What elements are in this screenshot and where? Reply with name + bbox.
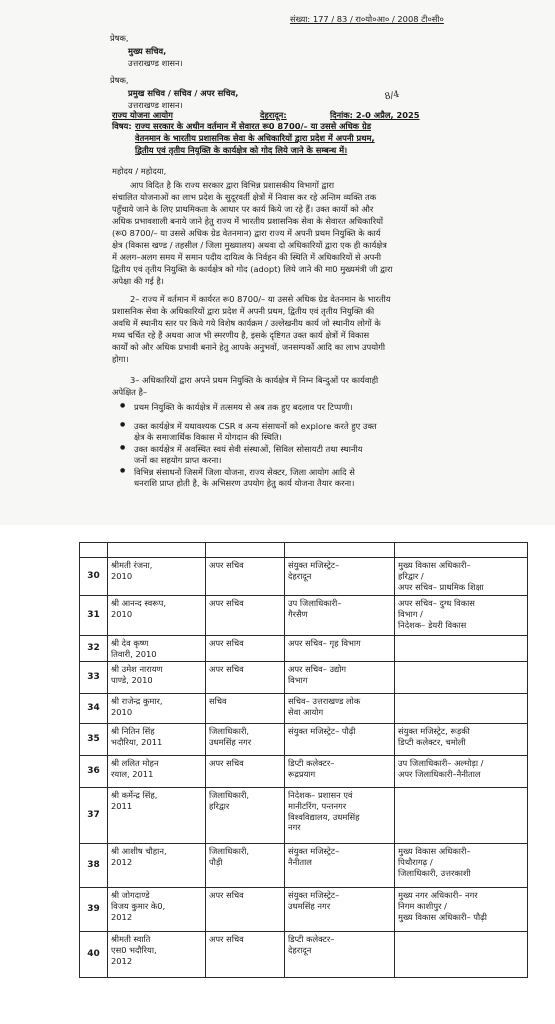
cell-line: अपर सचिव– प्राथमिक शिक्षा (398, 581, 484, 592)
table-cell (395, 543, 528, 558)
table-cell-rank (206, 636, 285, 662)
cell-line: देहरादून (288, 944, 312, 955)
table-row (80, 694, 528, 724)
cell-line: देहरादून (288, 570, 312, 581)
cell-line: श्रीमती रंजना, (111, 560, 153, 570)
table-cell-name (108, 844, 206, 888)
paragraph-line: 2– राज्य में वर्तमान में कार्यरत रू0 8700/– या उससे अधिक ग्रेड वेतनमान के भारतीय (130, 294, 391, 304)
bullet-text: क्षेत्र के समाजार्थिक विकास में योगदान की स्थिति। (134, 432, 282, 442)
table-cell-name (108, 788, 206, 844)
subject-line-2: वेतनमान के भारतीय प्रशासनिक सेवा के अधिकारियों द्वारा प्रदेश में अपनी प्रथम, (135, 133, 375, 143)
cell-line: नैनीताल (288, 856, 312, 867)
bullet-dot-icon: ● (120, 444, 126, 451)
cell-line: उधमसिंह नगर (209, 736, 252, 747)
letter-date: दिनांक: 2-0 अप्रैल, 2025 (330, 110, 420, 120)
cell-line: निदेशक– प्रशासन एवं (288, 790, 353, 800)
cell-line: अपर सचिव (209, 560, 244, 570)
table-row (80, 788, 528, 844)
table-cell-name (108, 724, 206, 756)
bullet-text: उक्त कार्यक्षेत्र में अवस्थित स्वयं सेवी संस्थाओं, सिविल सोसायटी तथा स्थानीय (134, 444, 363, 454)
table-cell-post1 (285, 662, 395, 694)
cell-line: उप जिलाधिकारी– अल्मोड़ा / (398, 758, 484, 768)
table-cell-post1 (285, 636, 395, 662)
table-cell-post1 (285, 694, 395, 724)
cell-line: श्री आनन्द स्वरूप, (111, 598, 166, 608)
cell-line: विभाग (288, 674, 308, 685)
table-cell (206, 543, 285, 558)
cell-line: विजय कुमार के0, (111, 900, 166, 911)
table-cell-post2 (395, 888, 528, 932)
cell-line: अपर सचिव (209, 758, 244, 768)
cell-line: अपर सचिव– गृह विभाग (288, 638, 361, 648)
table-cell-rank (206, 596, 285, 636)
table-cell (108, 543, 206, 558)
table-cell-post1 (285, 844, 395, 888)
salutation: महोदय / महोदया, (112, 166, 167, 176)
cell-line: जिलाधिकारी, (209, 846, 250, 856)
table-cell-post2 (395, 844, 528, 888)
cell-line: संयुक्त मजिस्ट्रेट– पौढ़ी (288, 726, 356, 736)
table-row (80, 932, 528, 978)
table-cell-post1 (285, 724, 395, 756)
paragraph-line: द्वितीय एवं तृतीय नियुक्ति के कार्यक्षेत्र को गोद (adopt) लिये जाने की मा0 मुख्यमंत्री जी द्वारा (112, 264, 393, 274)
table-cell-post2 (395, 636, 528, 662)
cell-line: मुख्य विकास अधिकारी– पौढ़ी (398, 911, 487, 922)
cell-line: अपर सचिव (209, 664, 244, 674)
cell-line: अपर सचिव– उद्योग (288, 664, 347, 674)
table-cell-post1 (285, 932, 395, 978)
table-cell-post2 (395, 662, 528, 694)
table-top-row (80, 543, 528, 558)
table-row (80, 636, 528, 662)
table-cell-no: 31 (80, 596, 108, 636)
table-cell-rank (206, 694, 285, 724)
sender-label: प्रेषक, (110, 33, 129, 43)
cell-line: श्रीमती स्वाति (111, 934, 151, 944)
paragraph-line: संचालित योजनाओं का लाभ प्रदेश के सुदूरवर्ती क्षेत्रों में निवास कर रहे अन्तिम व्यक्ति तक (112, 192, 377, 202)
paragraph-line: में अलग–अलग समय में समान पदीय दायित्व के निर्वहन की स्थिति में अधिकारियों से अपनी (112, 252, 382, 262)
bullet-dot-icon: ● (120, 467, 126, 474)
table-cell-post2 (395, 932, 528, 978)
cell-line: श्री नितिन सिंह (111, 726, 155, 736)
table-cell-no: 35 (80, 724, 108, 756)
cell-line: हरिद्वार / (398, 570, 424, 581)
table-cell-no: 38 (80, 844, 108, 888)
cell-line: हरिद्वार (209, 800, 230, 811)
paragraph-line: होगा। (112, 354, 129, 364)
table-cell-rank (206, 558, 285, 596)
table-row (80, 844, 528, 888)
sender-office: उत्तराखण्ड शासन। (128, 58, 183, 68)
cell-line: उधमसिंह नगर (288, 900, 331, 911)
table-cell-post1 (285, 558, 395, 596)
table-cell-rank (206, 888, 285, 932)
table-row (80, 596, 528, 636)
subject-label: विषय: (112, 121, 132, 131)
bullet-dot-icon: ● (120, 421, 126, 428)
table-cell-name (108, 756, 206, 788)
bullet-text: उक्त कार्यक्षेत्र में यथावश्यक CSR व अन्य संसाधनों को explore करते हुए उक्त (134, 421, 377, 431)
paragraph-line: अवधि में स्थानीय स्तर पर किये गये विशेष कार्यक्रम / उल्लेखनीय कार्य जो स्थानीय लोगों के (112, 318, 381, 328)
cell-line: श्री आशीष चौहान, (111, 846, 167, 856)
paragraph-line: प्रशासनिक सेवा के अधिकारियों द्वारा प्रदेश में अपनी प्रथम, द्वितीय एवं तृतीय नियुक्ति की (112, 306, 375, 316)
cell-line: डिप्टी कलेक्टर– (288, 758, 335, 768)
officer-table-page (0, 528, 555, 1024)
cell-line: श्री देव कृष्ण (111, 638, 149, 648)
cell-line: पौड़ी (209, 856, 223, 867)
paragraph-line: अपेक्षा की गई है। (112, 276, 164, 286)
cell-line: 2010 (111, 608, 133, 619)
table-cell-no: 40 (80, 932, 108, 978)
table-cell-post1 (285, 888, 395, 932)
table-cell (80, 543, 108, 558)
cell-line: अपर सचिव (209, 638, 244, 648)
table-cell (285, 543, 395, 558)
table-cell-post2 (395, 694, 528, 724)
table-row (80, 558, 528, 596)
recipient-label: प्रेषक, (110, 75, 129, 85)
table-cell-rank (206, 724, 285, 756)
cell-line: अपर जिलाधिकारी–नैनीताल (398, 768, 481, 779)
cell-line: सचिव– उत्तराखण्ड लोक (288, 696, 361, 706)
cell-line: एस0 भदौरिया, (111, 944, 157, 955)
bullet-text: विभिन्न संसाधनों जिसमें जिला योजना, राज्य सेक्टर, जिला आयोग आदि से (134, 467, 355, 477)
table-cell-no: 30 (80, 558, 108, 596)
cell-line: संयुक्त मजिस्ट्रेट– (288, 846, 340, 856)
cell-line: संयुक्त मजिस्ट्रेट, रूड़की (398, 726, 470, 736)
paragraph-line: (रू0 8700/– या उससे अधिक ग्रेड वेतनमान) द्वारा राज्य में अपनी प्रथम नियुक्ति के कार्य (112, 228, 381, 238)
cell-line: विभाग / (398, 608, 423, 619)
table-cell-name (108, 694, 206, 724)
cell-line: रयाल, 2011 (111, 768, 154, 779)
cell-line: अपर सचिव (209, 934, 244, 944)
cell-line: उप जिलाधिकारी– (288, 598, 342, 608)
department-name: राज्य योजना आयोग (112, 110, 173, 120)
table-cell-post1 (285, 788, 395, 844)
table-cell-rank (206, 844, 285, 888)
cell-line: मानीटरिंग, पन्तनगर (288, 800, 347, 811)
cell-line: श्री कर्मेन्द्र सिंह, (111, 790, 158, 800)
paragraph-line: अपेक्षित है– (112, 387, 148, 397)
paragraph-line: मध्य चर्चित रहे हैं अथवा आज भी स्मरणीय है, इसके दृष्टिगत उक्त कार्य क्षेत्रों में विकास (112, 330, 370, 340)
officer-table (79, 542, 528, 978)
table-cell-name (108, 662, 206, 694)
table-cell-post2 (395, 756, 528, 788)
table-cell-name (108, 932, 206, 978)
cell-line: 2012 (111, 955, 133, 966)
cell-line: श्री ललित मोहन (111, 758, 159, 768)
cell-line: संयुक्त मजिस्ट्रेट– (288, 560, 340, 570)
cell-line: भदौरिया, 2011 (111, 736, 163, 747)
cell-line: सेवा आयोग (288, 706, 324, 717)
table-cell-rank (206, 662, 285, 694)
cell-line: सचिव (209, 696, 227, 706)
cell-line: संयुक्त मजिस्ट्रेट– (288, 890, 340, 900)
cell-line: अपर सचिव (209, 598, 244, 608)
table-cell-name (108, 596, 206, 636)
table-row (80, 662, 528, 694)
bullet-text: प्रथम नियुक्ति के कार्यक्षेत्र में तत्समय से अब तक हुए बदलाव पर टिप्पणी। (134, 402, 353, 412)
bullet-text: जनों का सहयोग प्राप्त करना। (134, 455, 222, 465)
cell-line: अपर सचिव (209, 890, 244, 900)
cell-line: निगम काशीपुर / (398, 900, 447, 911)
recipient-office: उत्तराखण्ड शासन। (128, 100, 183, 110)
table-cell-rank (206, 932, 285, 978)
cell-line: मुख्य विकास अधिकारी– (398, 846, 471, 856)
table-cell-no: 34 (80, 694, 108, 724)
cell-line: तिवारी, 2010 (111, 648, 157, 659)
cell-line: श्री राजेन्द्र कुमार, (111, 696, 163, 706)
table-cell-no: 36 (80, 756, 108, 788)
cell-line: 2012 (111, 856, 133, 867)
place: देहरादून: (260, 110, 287, 120)
recipient-name: प्रमुख सचिव / सचिव / अपर सचिव, (128, 88, 239, 98)
cell-line: 2011 (111, 800, 133, 811)
cell-line: पाण्डे, 2010 (111, 674, 153, 685)
subject-line-1: राज्य सरकार के अधीन वर्तमान में सेवारत रू0 8700/– या उससे अधिक ग्रेड (135, 121, 372, 131)
table-cell-no: 32 (80, 636, 108, 662)
handwritten-mark: 8/4 (383, 89, 401, 103)
table-cell-no: 33 (80, 662, 108, 694)
cell-line: जिलाधिकारी, (209, 726, 250, 736)
paragraph-line: 3– अधिकारियों द्वारा अपने प्रथम नियुक्ति के कार्यक्षेत्र में निम्न बिन्दुओं पर कार्यवाही (130, 375, 379, 385)
cell-line: 2010 (111, 706, 133, 717)
cell-line: नगर (288, 822, 301, 833)
table-cell-post1 (285, 596, 395, 636)
cell-line: मुख्य विकास अधिकारी– (398, 560, 471, 570)
bullet-text: धनराशि प्राप्त होती है, के अभिसरण उपयोग हेतु कार्य योजना तैयार करना। (134, 478, 355, 488)
cell-line: अपर सचिव– दुग्ध विकास (398, 598, 475, 608)
cell-line: जिलाधिकारी, उत्तरकाशी (398, 867, 471, 878)
paragraph-line: अधिक प्रभावशाली बनाये जाने हेतु राज्य में भारतीय प्रशासनिक सेवा के सेवारत अधिकारियों (112, 216, 384, 226)
cell-line: 2010 (111, 570, 133, 581)
table-cell-post2 (395, 788, 528, 844)
cell-line: डिप्टी कलेक्टर– (288, 934, 335, 944)
sender-name: मुख्य सचिव, (128, 46, 167, 56)
table-row (80, 888, 528, 932)
table-cell-no: 39 (80, 888, 108, 932)
table-cell-post2 (395, 724, 528, 756)
table-cell-name (108, 636, 206, 662)
paragraph-line: क्षेत्र (विकास खण्ड / तहसील / जिला मुख्यालय) अथवा दो अधिकारियों द्वारा एक ही कार्यक्षेत्र (112, 240, 387, 250)
table-cell-rank (206, 756, 285, 788)
cell-line: मुख्य नगर अधिकारी– नगर (398, 890, 478, 900)
table-cell-rank (206, 788, 285, 844)
paragraph-line: पहुँचाये जाने के लिए प्राथमिकता के आधार पर कार्य किये जा रहे हैं। उक्त कार्यो को और (112, 204, 374, 214)
cell-line: निदेशक– डेयरी विकास (398, 619, 467, 630)
table-row (80, 756, 528, 788)
table-cell-post2 (395, 558, 528, 596)
cell-line: 2012 (111, 911, 133, 922)
cell-line: जिलाधिकारी, (209, 790, 250, 800)
cell-line: रूद्रप्रयाग (288, 768, 316, 779)
paragraph-line: आप विदित है कि राज्य सरकार द्वारा विभिन्न प्रशासकीय विभागों द्वारा (130, 180, 334, 190)
table-cell-post2 (395, 596, 528, 636)
cell-line: विश्वविद्यालय, उधमसिंह (288, 811, 360, 822)
bullet-dot-icon: ● (120, 402, 126, 409)
table-cell-name (108, 558, 206, 596)
table-cell-post1 (285, 756, 395, 788)
paragraph-line: कार्यों को और अधिक प्रभावी बनाने हेतु आपके अनुभवों, जनसम्पर्को आदि का लाभ उपयोगी (112, 342, 386, 352)
subject-line-3: द्वितीय एवं तृतीय नियुक्ति के कार्यक्षेत्र को गोद लिये जाने के सम्बन्ध में। (135, 145, 348, 155)
cell-line: श्री उमेश नारायण (111, 664, 163, 674)
cell-line: डिप्टी कलेक्टर, चमोली (398, 736, 466, 747)
table-row (80, 724, 528, 756)
cell-line: पिथौरागढ़ / (398, 856, 433, 867)
table-cell-no: 37 (80, 788, 108, 844)
reference-number: संख्या: 177 / 83 / रा०यो०आ० / 2008 टी०सी० (290, 14, 444, 24)
table-cell-name (108, 888, 206, 932)
cell-line: गैरसैण (288, 608, 308, 619)
cell-line: श्री जोगदाण्डे (111, 890, 150, 900)
